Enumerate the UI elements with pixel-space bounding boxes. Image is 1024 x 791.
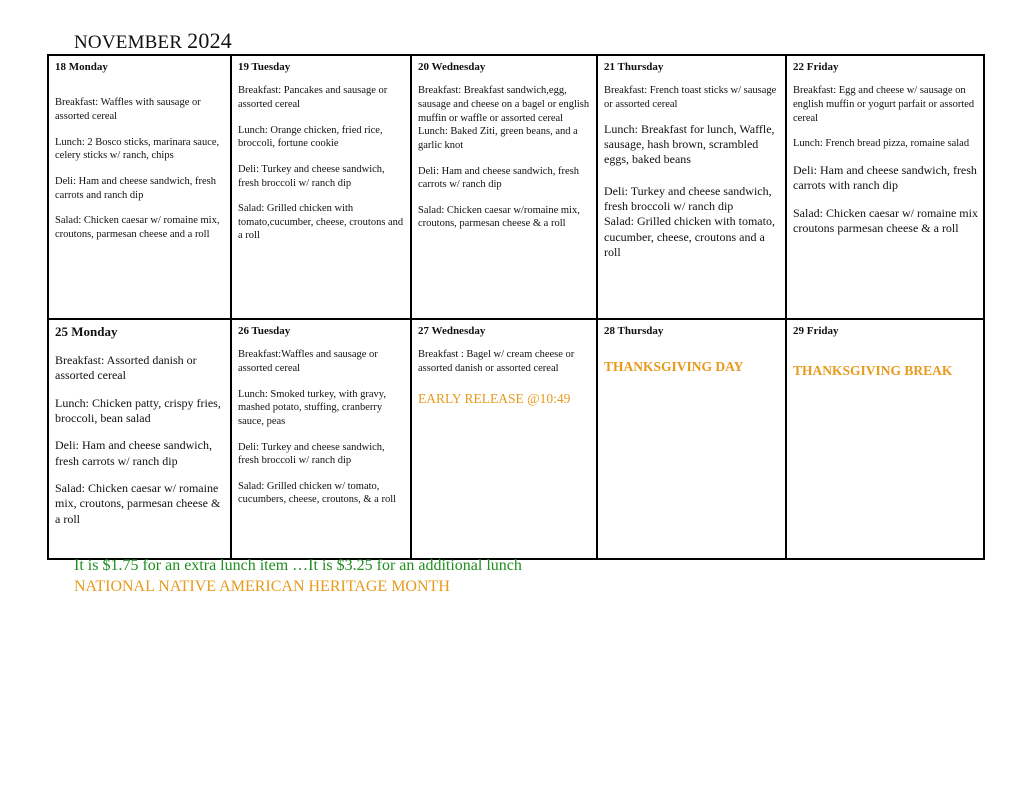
lunch-text: Lunch: 2 Bosco sticks, marinara sauce, celery sticks w/ ranch, chips xyxy=(55,136,220,162)
lunch-text: Lunch: Breakfast for lunch, Waffle, sausage, hash brown, scrambled eggs, baked beans xyxy=(604,121,775,167)
lunch-text: Lunch: Chicken patty, crispy fries, broccoli, bean salad xyxy=(55,395,221,425)
title-month: NOVEMBER xyxy=(74,32,183,53)
title-year: 2024 xyxy=(187,28,232,53)
day-heading: 18 Monday xyxy=(55,61,108,73)
salad-text: Salad: Grilled chicken with tomato,cucumber, cheese, croutons and a roll xyxy=(238,203,404,242)
day-cell-21 xyxy=(597,55,786,319)
day-heading: 25 Monday xyxy=(55,324,118,339)
salad-text: Salad: Chicken caesar w/ romaine mix croutons parmesan cheese & a roll xyxy=(793,205,978,235)
salad-text: Salad: Grilled chicken with tomato, cucumber, cheese, croutons and a roll xyxy=(604,214,775,260)
breakfast-text: Breakfast: Egg and cheese w/ sausage on english muffin or yogurt parfait or assorted cereal xyxy=(793,85,975,124)
breakfast-text: Breakfast : Bagel w/ cream cheese or assorted danish or assorted cereal xyxy=(418,349,575,374)
day-cell-20 xyxy=(411,55,597,319)
breakfast-text: Breakfast: Waffles with sausage or assorted cereal xyxy=(55,97,201,122)
day-cell-26 xyxy=(231,319,411,559)
breakfast-text: Breakfast: Pancakes and sausage or assorted cereal xyxy=(238,85,388,110)
day-heading: 28 Thursday xyxy=(604,325,664,337)
week-row xyxy=(48,55,984,319)
salad-text: Salad: Chicken caesar w/romaine mix, croutons, parmesan cheese & a roll xyxy=(418,204,580,230)
day-heading: 21 Thursday xyxy=(604,61,664,73)
day-heading: 19 Tuesday xyxy=(238,61,291,73)
deli-text: Deli: Turkey and cheese sandwich, fresh broccoli w/ ranch dip xyxy=(604,183,772,214)
lunch-text: Lunch: Baked Ziti, green beans, and a garlic knot xyxy=(418,126,578,151)
day-heading: 27 Wednesday xyxy=(418,325,486,337)
breakfast-text: Breakfast: French toast sticks w/ sausage or assorted cereal xyxy=(604,85,777,110)
day-heading: 29 Friday xyxy=(793,325,839,337)
holiday-notice: THANKSGIVING DAY xyxy=(604,359,744,375)
page-title xyxy=(74,28,232,54)
deli-text: Deli: Ham and cheese sandwich, fresh carrots w/ ranch dip xyxy=(55,438,212,468)
menu-calendar xyxy=(47,54,985,560)
deli-text: Deli: Ham and cheese sandwich, fresh carrots and ranch dip xyxy=(55,175,216,201)
day-heading: 26 Tuesday xyxy=(238,325,291,337)
day-cell-28 xyxy=(597,319,786,559)
breakfast-text: Breakfast:Waffles and sausage or assorted cereal xyxy=(238,349,378,374)
lunch-text: Lunch: Smoked turkey, with gravy, mashed potato, stuffing, cranberry sauce, peas xyxy=(238,388,386,427)
salad-text: Salad: Chicken caesar w/ romaine mix, croutons, parmesan cheese & a roll xyxy=(55,481,221,526)
lunch-text: Lunch: French bread pizza, romaine salad xyxy=(793,138,970,150)
day-cell-19 xyxy=(231,55,411,319)
salad-text: Salad: Chicken caesar w/ romaine mix, croutons, parmesan cheese and a roll xyxy=(55,215,220,240)
day-cell-22 xyxy=(786,55,984,319)
week-row xyxy=(48,319,984,559)
lunch-text: Lunch: Orange chicken, fried rice, broccoli, fortune cookie xyxy=(238,124,383,150)
day-cell-18 xyxy=(48,55,231,319)
deli-text: Deli: Ham and cheese sandwich, fresh carrots w/ ranch dip xyxy=(418,165,579,191)
deli-text: Deli: Turkey and cheese sandwich, fresh broccoli w/ ranch dip xyxy=(238,163,385,189)
day-cell-25 xyxy=(48,319,231,559)
day-heading: 22 Friday xyxy=(793,61,839,73)
holiday-notice: THANKSGIVING BREAK xyxy=(793,363,953,379)
price-note: It is $1.75 for an extra lunch item …It is $3.25 for an additional lunch xyxy=(74,557,522,574)
breakfast-text: Breakfast: Breakfast sandwich,egg, sausage and cheese on a bagel or english muffin or waffle or assorted cereal xyxy=(418,85,590,124)
heritage-month-note: NATIONAL NATIVE AMERICAN HERITAGE MONTH xyxy=(74,578,450,595)
day-heading: 20 Wednesday xyxy=(418,61,486,73)
day-cell-29 xyxy=(786,319,984,559)
early-release-notice: EARLY RELEASE @10:49 xyxy=(418,390,571,406)
day-cell-27 xyxy=(411,319,597,559)
salad-text: Salad: Grilled chicken w/ tomato, cucumbers, cheese, croutons, & a roll xyxy=(238,480,397,506)
deli-text: Deli: Turkey and cheese sandwich, fresh broccoli w/ ranch dip xyxy=(238,441,385,467)
deli-text: Deli: Ham and cheese sandwich, fresh carrots with ranch dip xyxy=(793,162,977,193)
breakfast-text: Breakfast: Assorted danish or assorted cereal xyxy=(55,352,197,383)
